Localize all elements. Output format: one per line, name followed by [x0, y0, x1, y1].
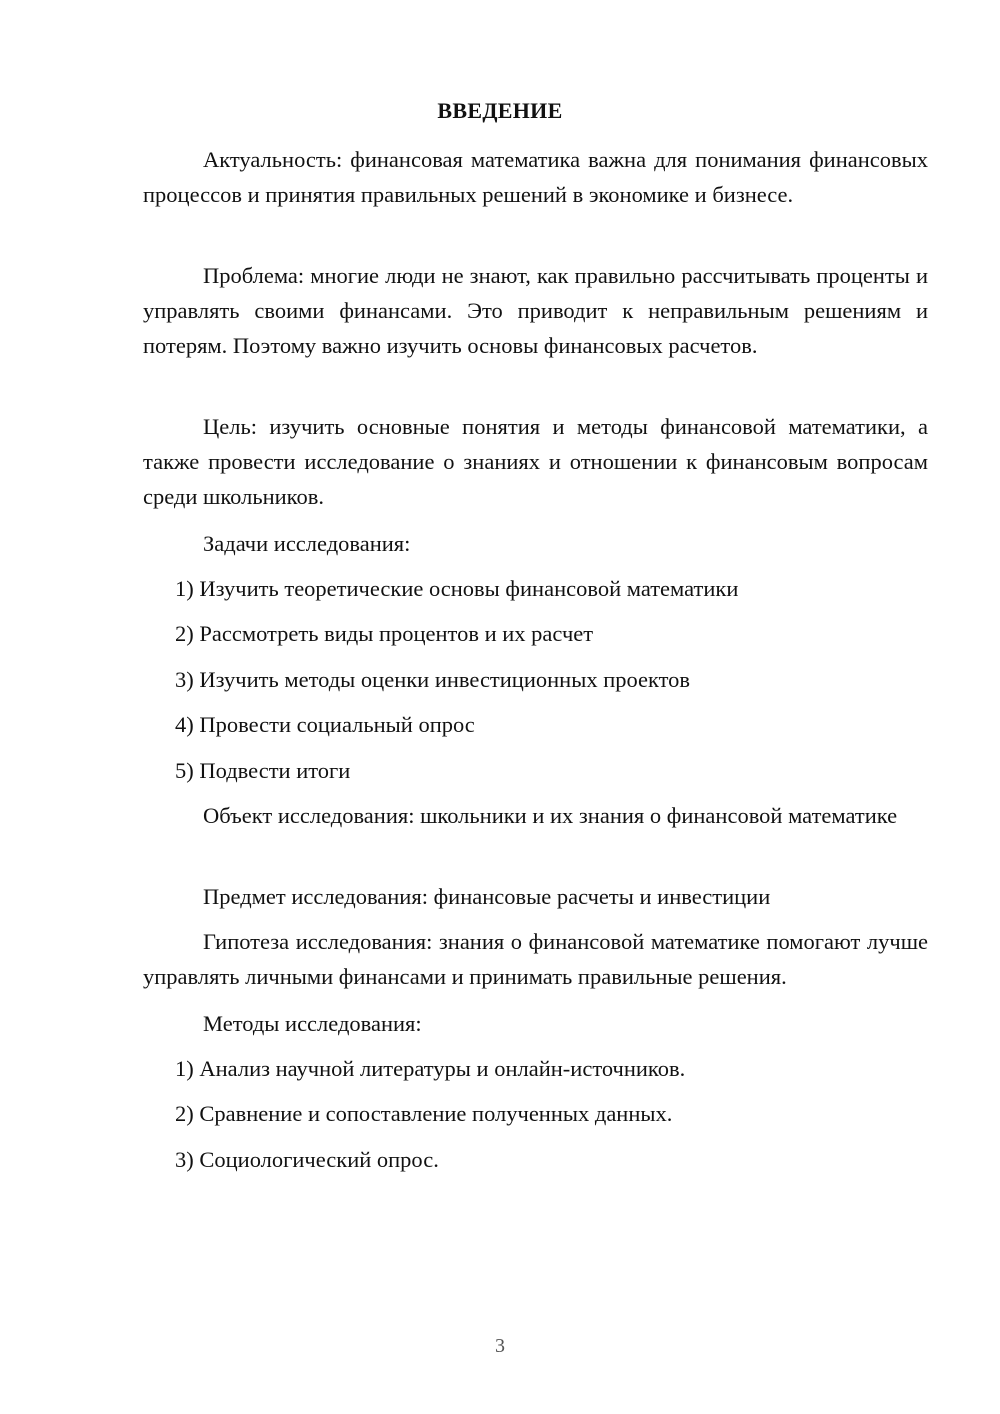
paragraph-hypothesis: Гипотеза исследования: знания о финансовой математике помогают лучше управлять личными финансами и принимать правильные решения.: [143, 929, 928, 989]
task-item-1: 1) Изучить теоретические основы финансовой математики: [175, 576, 739, 601]
tasks-heading: Задачи исследования:: [203, 531, 411, 556]
method-item-3: 3) Социологический опрос.: [175, 1147, 439, 1172]
task-item-3: 3) Изучить методы оценки инвестиционных проектов: [175, 667, 691, 692]
task-item-2: 2) Рассмотреть виды процентов и их расчет: [175, 621, 594, 646]
method-item-1: 1) Анализ научной литературы и онлайн-источников.: [175, 1056, 686, 1081]
paragraph-subject: Предмет исследования: финансовые расчеты и инвестиции: [203, 884, 771, 909]
paragraph-relevance: Актуальность: финансовая математика важна для понимания финансовых процессов и принятия правильных решений в экономике и бизнесе.: [143, 147, 928, 207]
paragraph-problem: Проблема: многие люди не знают, как правильно рассчитывать проценты и управлять своими финансами. Это приводит к неправильным решениям и потерям. Поэтому важно изучить основы финансовых расчетов.: [143, 263, 928, 358]
task-item-4: 4) Провести социальный опрос: [175, 712, 475, 737]
page-number: 3: [495, 1335, 505, 1357]
task-item-5: 5) Подвести итоги: [175, 758, 351, 783]
methods-heading: Методы исследования:: [203, 1011, 422, 1036]
section-title: ВВЕДЕНИЕ: [437, 98, 563, 123]
method-item-2: 2) Сравнение и сопоставление полученных данных.: [175, 1101, 673, 1126]
paragraph-goal: Цель: изучить основные понятия и методы финансовой математики, а также провести исследование о знаниях и отношении к финансовым вопросам среди школьников.: [143, 414, 928, 509]
paragraph-object: Объект исследования: школьники и их знания о финансовой математике: [203, 803, 898, 828]
